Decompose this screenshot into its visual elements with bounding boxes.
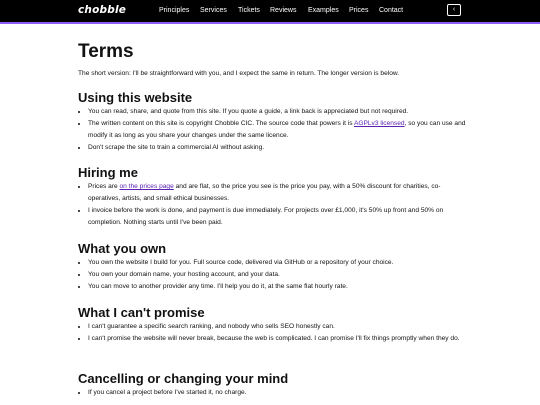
nav-link-examples[interactable]: Examples bbox=[308, 7, 339, 14]
section-hiring-me bbox=[78, 164, 468, 229]
list-item: • You own your domain name, your hosting account, and your data. bbox=[88, 269, 468, 281]
list-item: • You can move to another provider any time. I'll help you do it, at the same flat hourly rate. bbox=[88, 281, 468, 293]
list-item: • I invoice before the work is done, and payment is due immediately. For projects over £1,000, it's 50% up front and 50% on completion. Nothing starts until I've been paid. bbox=[88, 205, 468, 229]
list-item: • I can't promise the website will never break, because the web is complicated. I can promise I'll fix things promptly when they do. bbox=[88, 333, 468, 345]
list-item-text: , so you can use and modify it as long as you share your changes under the same licence. bbox=[88, 120, 466, 139]
list-item: • Don't scrape the site to train a commercial AI without asking. bbox=[88, 142, 468, 154]
section-heading: Hiring me bbox=[78, 165, 138, 180]
nav-link-prices[interactable]: Prices bbox=[349, 7, 369, 14]
list-item bbox=[88, 118, 468, 142]
list-item-text: Prices are bbox=[88, 183, 120, 190]
nav-link-tickets[interactable]: Tickets bbox=[238, 7, 260, 14]
section-heading: What I can't promise bbox=[78, 305, 205, 320]
section-heading: Using this website bbox=[78, 90, 193, 105]
section-what-you-own bbox=[78, 240, 468, 293]
list-item: • If you cancel a project before I've started it, no charge. bbox=[88, 387, 468, 399]
list-item-text: and are flat, so the price you see is the price you pay, with a 50% discount for charities, co-operatives, artists, and small ethical businesses. bbox=[88, 183, 441, 202]
nav-link-services[interactable]: Services bbox=[200, 7, 227, 14]
intro-text: The short version: I'll be straightforward with you, and I expect the same in return. The longer version is below. bbox=[78, 70, 400, 77]
section-heading: What you own bbox=[78, 241, 167, 256]
list-item: • You can read, share, and quote from this site. If you quote a guide, a link back is appreciated but not required. bbox=[88, 106, 468, 118]
main-content bbox=[78, 40, 468, 396]
page-title: Terms bbox=[78, 41, 134, 62]
site-logo[interactable]: chobble bbox=[78, 4, 127, 16]
section-what-i-cant-promise bbox=[78, 304, 468, 345]
agplv3-license-link[interactable]: AGPLv3 licensed bbox=[353, 120, 405, 127]
section-cancelling-or-changing-your-mind bbox=[78, 370, 468, 399]
prices-page-link[interactable]: on the prices page bbox=[119, 183, 174, 190]
nav-link-principles[interactable]: Principles bbox=[159, 7, 190, 14]
top-navigation-bar bbox=[0, 0, 540, 24]
nav-link-reviews[interactable]: Reviews bbox=[270, 7, 297, 14]
section-using-this-website bbox=[78, 89, 468, 154]
nav-link-contact[interactable]: Contact bbox=[379, 7, 404, 14]
list-item bbox=[88, 181, 468, 205]
back-chevron-icon[interactable]: ‹ bbox=[447, 4, 461, 16]
section-heading: Cancelling or changing your mind bbox=[78, 371, 289, 386]
list-item: • You own the website I build for you. Full source code, delivered via GitHub or a repository of your choice. bbox=[88, 257, 468, 269]
list-item: • I can't guarantee a specific search ranking, and nobody who sells SEO honestly can. bbox=[88, 321, 468, 333]
list-item-text: The written content on this site is copyright Chobble CIC. The source code that powers it is bbox=[88, 120, 354, 127]
